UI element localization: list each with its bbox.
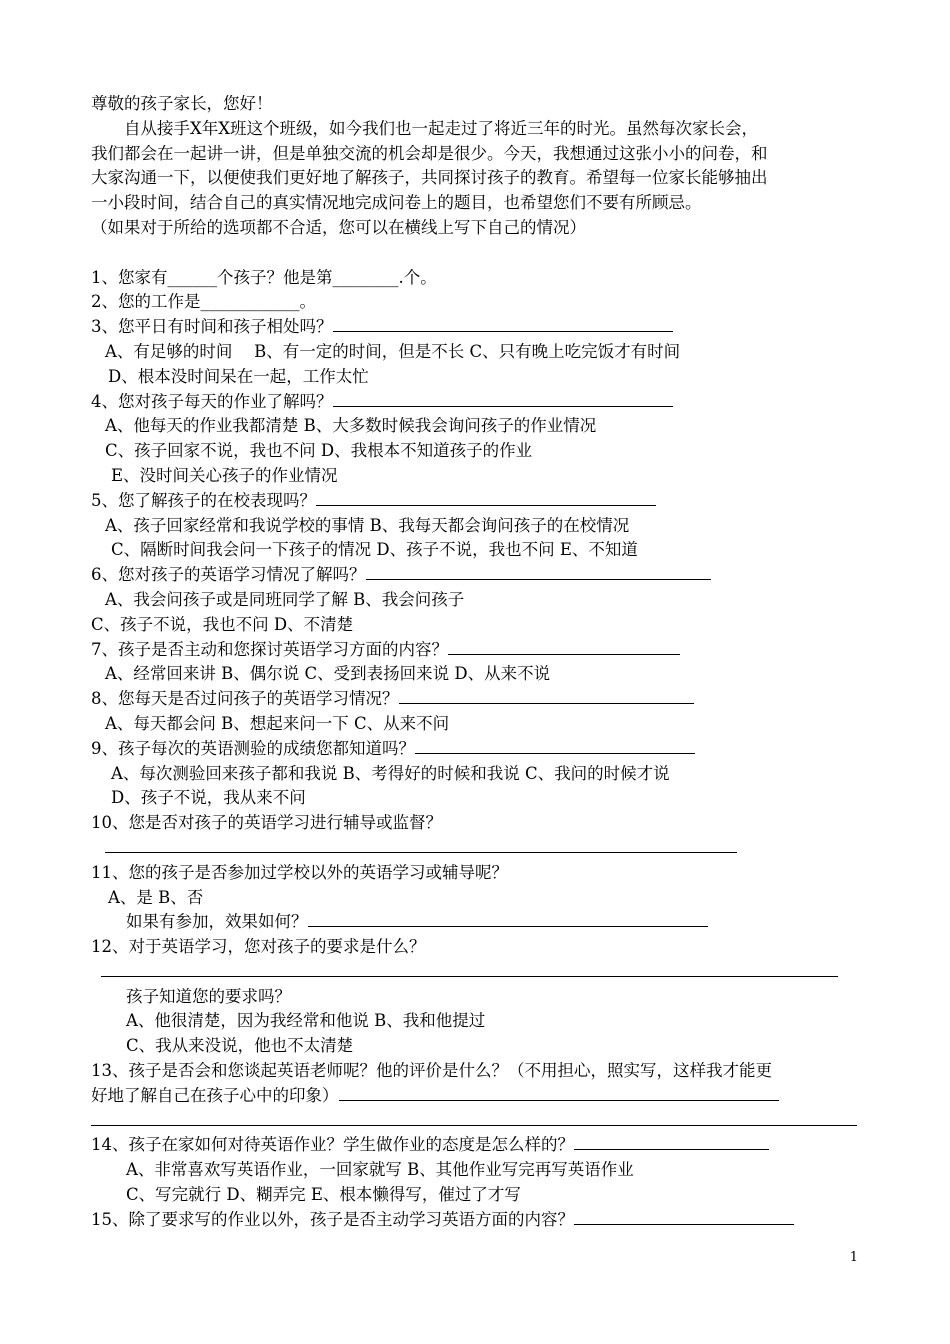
question-10: 10、您是否对孩子的英语学习进行辅导或监督？ bbox=[91, 813, 442, 833]
answer-line[interactable] bbox=[333, 315, 673, 332]
question-4-text: 4、您对孩子每天的作业了解吗？ bbox=[91, 391, 333, 411]
question-7-text: 7、孩子是否主动和您探讨英语学习方面的内容？ bbox=[91, 639, 448, 659]
question-6-options: C、孩子不说，我也不问 D、不清楚 bbox=[91, 614, 354, 634]
answer-line-row bbox=[91, 1109, 861, 1134]
greeting: 尊敬的孩子家长，您好！ bbox=[91, 94, 273, 113]
question-6-text: 6、您对孩子的英语学习情况了解吗？ bbox=[91, 565, 366, 585]
question-3-options: A、有足够的时间 B、有一定的时间，但是不长 C、只有晚上吃完饭才有时间 bbox=[105, 341, 681, 361]
question-8-text: 8、您每天是否过问孩子的英语学习情况？ bbox=[91, 689, 399, 709]
question-8 bbox=[91, 687, 861, 712]
question-1: 1、您家有______个孩子？他是第________.个。 bbox=[91, 267, 437, 287]
question-12-followup: 孩子知道您的要求吗？ bbox=[126, 986, 291, 1006]
question-6-options: A、我会问孩子或是同班同学了解 B、我会问孩子 bbox=[105, 589, 465, 609]
intro-paragraph-line: 大家沟通一下，以便使我们更好地了解孩子，共同探讨孩子的教育。希望每一位家长能够抽出 bbox=[91, 168, 768, 188]
survey-page bbox=[91, 92, 861, 1233]
question-6 bbox=[91, 563, 861, 588]
question-14-options: C、写完就行 D、糊弄完 E、根本懒得写，催过了才写 bbox=[126, 1185, 521, 1205]
answer-line[interactable] bbox=[399, 687, 694, 704]
answer-line[interactable] bbox=[91, 1109, 857, 1126]
question-13-continued bbox=[91, 1084, 861, 1109]
question-12: 12、对于英语学习，您对孩子的要求是什么？ bbox=[91, 937, 426, 957]
question-5-options: C、隔断时间我会问一下孩子的情况 D、孩子不说，我也不问 E、不知道 bbox=[111, 540, 638, 560]
question-13-continued-text: 好地了解自己在孩子心中的印象） bbox=[91, 1085, 339, 1105]
question-12-options: C、我从来没说，他也不太清楚 bbox=[126, 1036, 354, 1056]
answer-line[interactable] bbox=[574, 1133, 769, 1150]
question-5-options: A、孩子回家经常和我说学校的事情 B、我每天都会询问孩子的在校情况 bbox=[105, 515, 630, 535]
answer-line[interactable] bbox=[105, 836, 737, 853]
question-5 bbox=[91, 489, 861, 514]
question-2: 2、您的工作是____________。 bbox=[91, 292, 316, 312]
answer-line[interactable] bbox=[316, 489, 656, 506]
question-11-followup-text: 如果有参加，效果如何？ bbox=[126, 912, 308, 932]
answer-line[interactable] bbox=[101, 960, 838, 977]
question-4-options: A、他每天的作业我都清楚 B、大多数时候我会询问孩子的作业情况 bbox=[105, 416, 597, 436]
question-15-text: 15、除了要求写的作业以外，孩子是否主动学习英语方面的内容？ bbox=[91, 1209, 574, 1229]
question-14-options: A、非常喜欢写英语作业，一回家就写 B、其他作业写完再写英语作业 bbox=[126, 1160, 634, 1180]
question-9-text: 9、孩子每次的英语测验的成绩您都知道吗？ bbox=[91, 738, 415, 758]
question-3 bbox=[91, 315, 861, 340]
answer-line-row bbox=[91, 960, 861, 985]
question-9-options: A、每次测验回来孩子都和我说 B、考得好的时候和我说 C、我问的时候才说 bbox=[111, 763, 670, 783]
question-11: 11、您的孩子是否参加过学校以外的英语学习或辅导呢？ bbox=[91, 862, 508, 882]
question-3-options: D、根本没时间呆在一起，工作太忙 bbox=[108, 366, 369, 386]
page-number: 1 bbox=[849, 1250, 858, 1265]
question-11-options: A、是 B、否 bbox=[108, 887, 204, 907]
question-13: 13、孩子是否会和您谈起英语老师呢？他的评价是什么？（不用担心，照实写，这样我才能更 bbox=[91, 1061, 772, 1081]
question-5-text: 5、您了解孩子的在校表现吗？ bbox=[91, 490, 316, 510]
question-4 bbox=[91, 390, 861, 415]
question-9 bbox=[91, 737, 861, 762]
intro-paragraph-line: 一小段时间，结合自己的真实情况地完成问卷上的题目，也希望您们不要有所顾忌。 bbox=[91, 193, 702, 213]
answer-line[interactable] bbox=[333, 390, 673, 407]
answer-line[interactable] bbox=[448, 638, 680, 655]
intro-paragraph-line: 我们都会在一起讲一讲，但是单独交流的机会却是很少。今天，我想通过这张小小的问卷，和 bbox=[91, 143, 768, 163]
question-12-options: A、他很清楚，因为我经常和他说 B、我和他提过 bbox=[126, 1011, 486, 1031]
intro-note: （如果对于所给的选项都不合适，您可以在横线上写下自己的情况） bbox=[91, 217, 586, 237]
question-9-options: D、孩子不说，我从来不问 bbox=[111, 788, 306, 808]
spacer bbox=[91, 241, 861, 266]
answer-line[interactable] bbox=[366, 563, 711, 580]
question-8-options: A、每天都会问 B、想起来问一下 C、从来不问 bbox=[105, 713, 450, 733]
question-3-text: 3、您平日有时间和孩子相处吗？ bbox=[91, 317, 333, 337]
answer-line-row bbox=[91, 836, 861, 861]
question-14 bbox=[91, 1133, 861, 1158]
question-4-options: E、没时间关心孩子的作业情况 bbox=[111, 465, 338, 485]
answer-line[interactable] bbox=[308, 910, 708, 927]
question-15 bbox=[91, 1208, 861, 1233]
question-11-followup bbox=[91, 910, 861, 935]
question-7 bbox=[91, 638, 861, 663]
question-14-text: 14、孩子在家如何对待英语作业？学生做作业的态度是怎么样的？ bbox=[91, 1135, 574, 1155]
answer-line[interactable] bbox=[415, 737, 695, 754]
answer-line[interactable] bbox=[339, 1084, 779, 1101]
question-4-options: C、孩子回家不说，我也不问 D、我根本不知道孩子的作业 bbox=[105, 441, 533, 461]
question-7-options: A、经常回来讲 B、偶尔说 C、受到表扬回来说 D、从来不说 bbox=[105, 664, 551, 684]
intro-paragraph-line: 自从接手X年X班这个班级，如今我们也一起走过了将近三年的时光。虽然每次家长会， bbox=[91, 118, 758, 138]
answer-line[interactable] bbox=[574, 1208, 794, 1225]
